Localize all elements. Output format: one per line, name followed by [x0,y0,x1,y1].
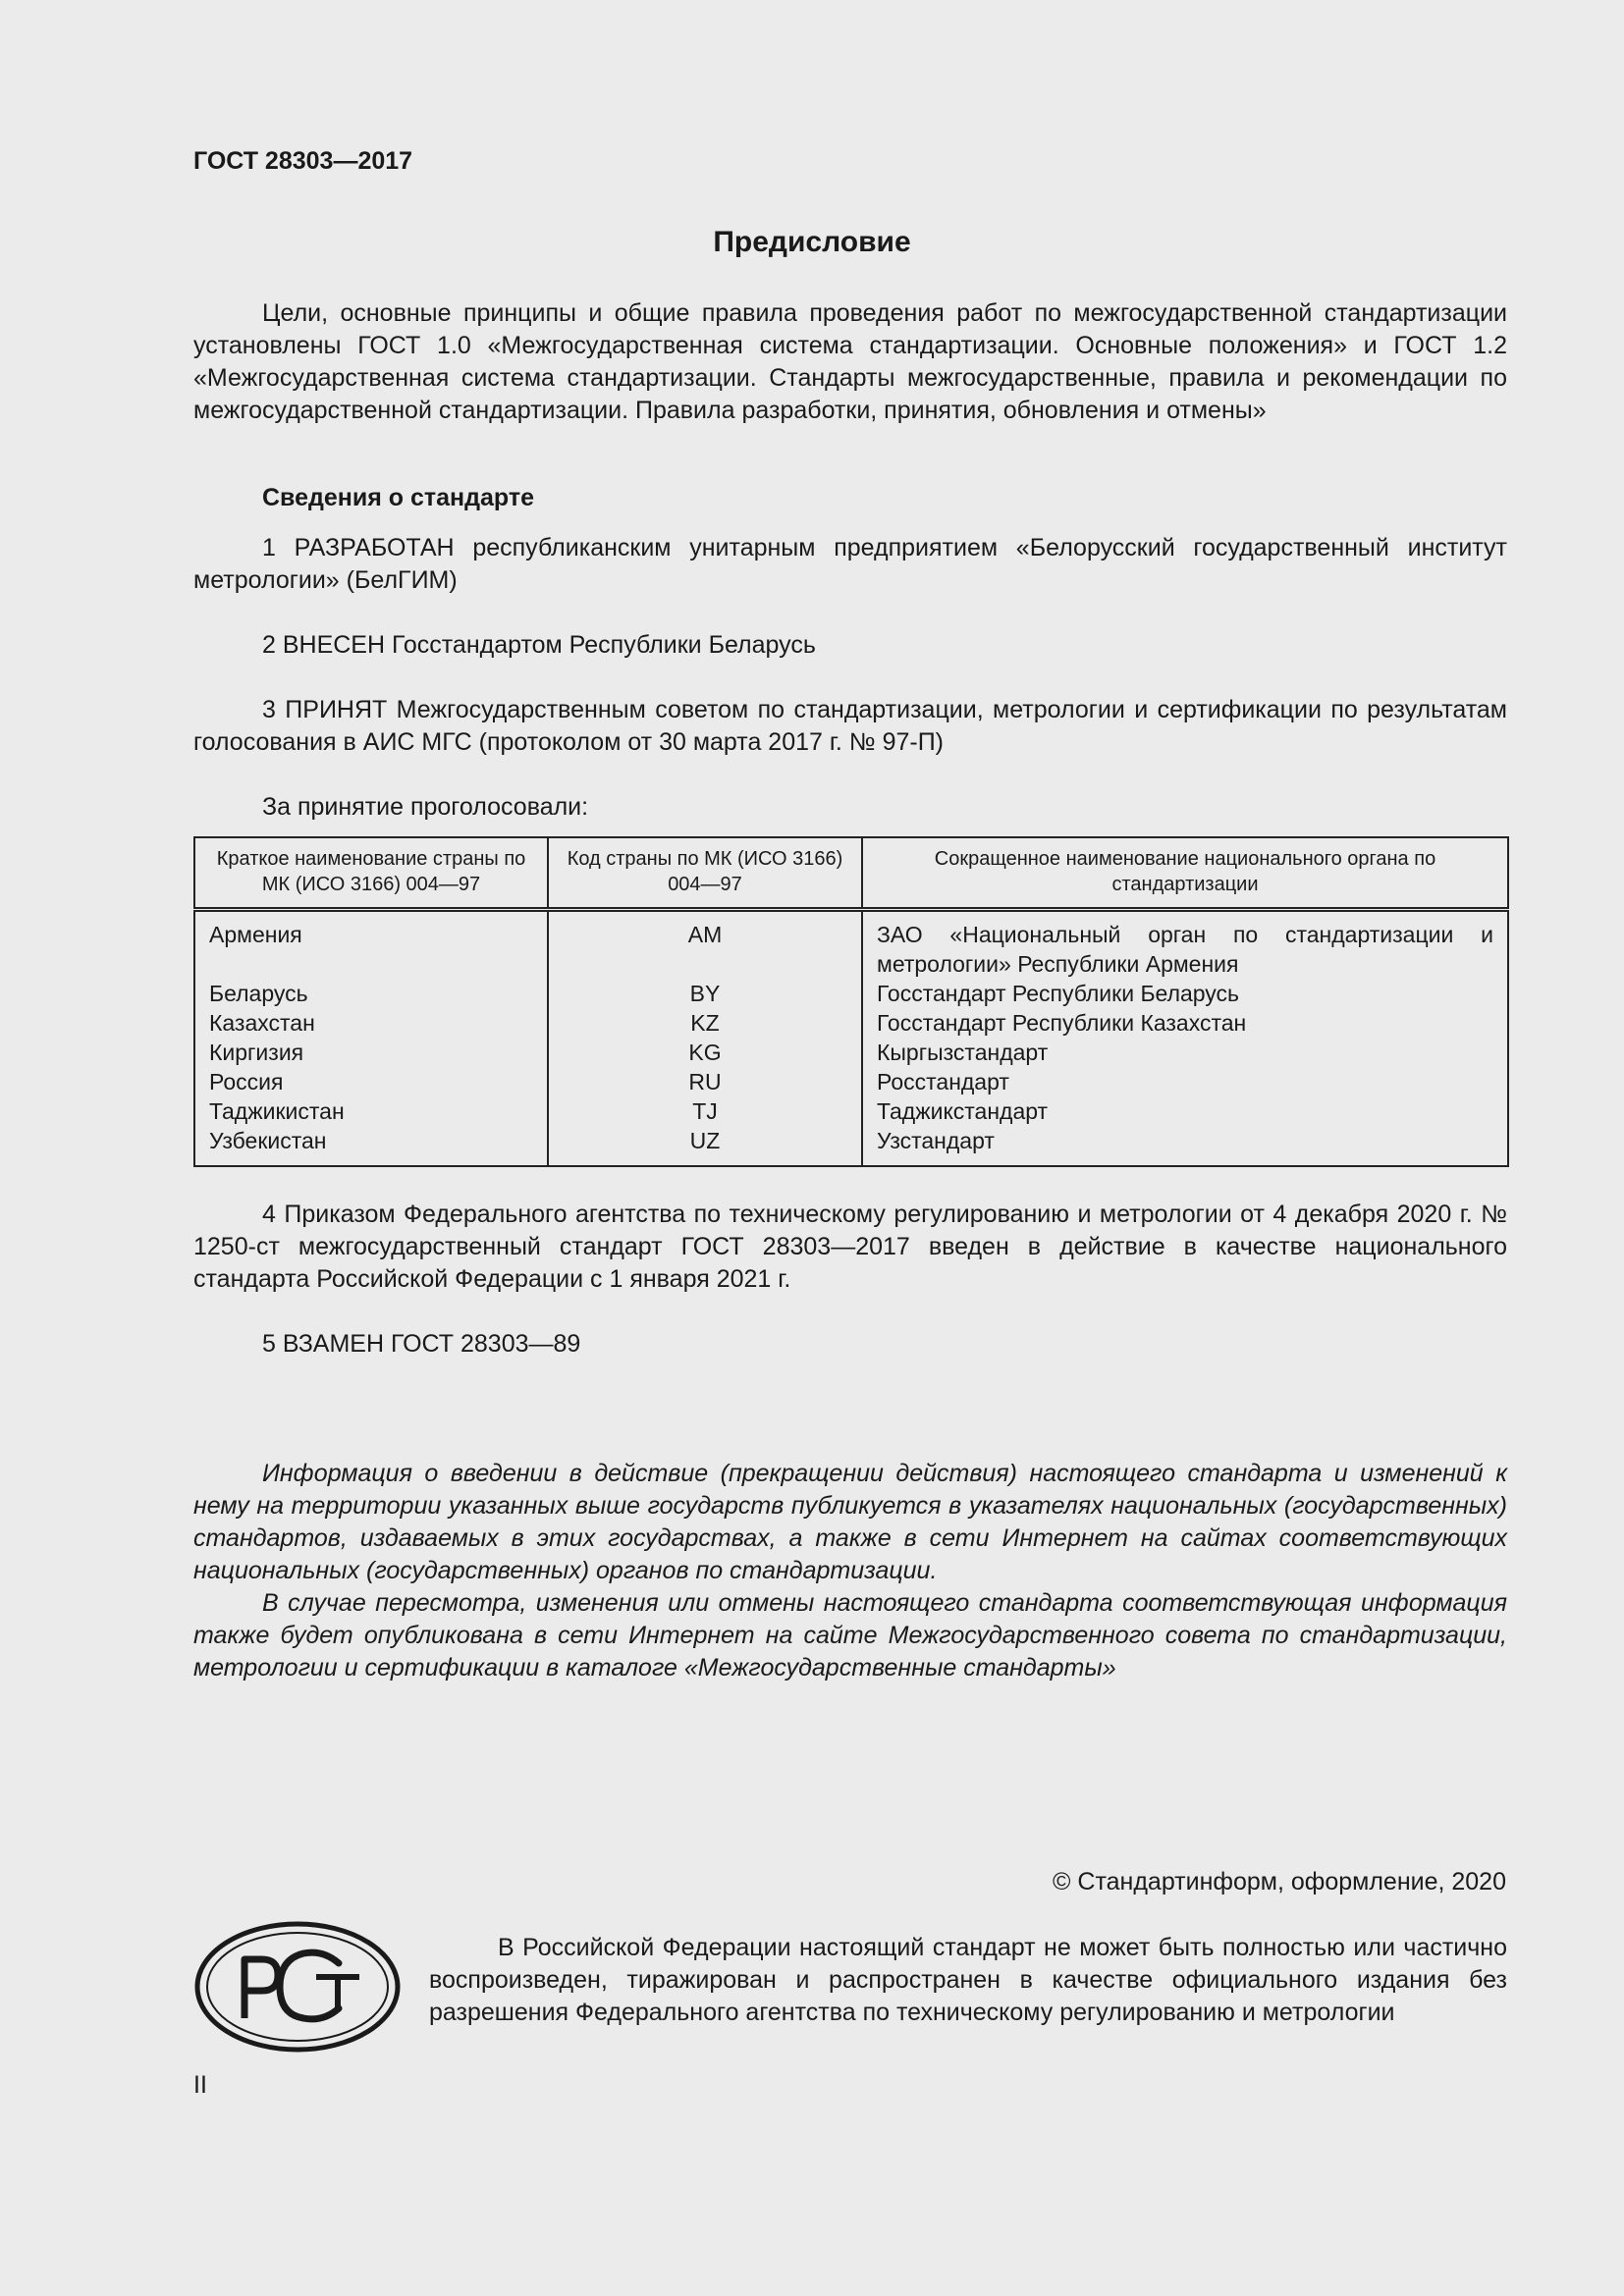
document-id-header: ГОСТ 28303—2017 [193,147,413,175]
info-note-1: Информация о введении в действие (прекращении действия) настоящего стандарта и изменений к нему на территории указанных выше государств публикуется в указателях национальных (государственных) стандартов, издаваемых в этих государствах, а также в сети Интернет на сайтах соответствующих национальных (государственных) органов по стандартизации. [193,1460,1507,1584]
table-header-row [194,837,1508,910]
code-cell: AM [548,910,862,980]
body-cell: ЗАО «Национальный орган по стандартизации и метрологии» Республики Армения [862,910,1508,980]
reproduction-notice: В Российской Федерации настоящий стандарт не может быть полностью или частично воспроизведен, тиражирован и распространен в качестве официального издания без разрешения Федерального агентства по техническому регулированию и метрологии [429,1934,1507,2026]
country-cell: Армения [194,910,548,980]
intro-paragraph: Цели, основные принципы и общие правила проведения работ по межгосударственной стандартизации установлены ГОСТ 1.0 «Межгосударственная система стандартизации. Основные положения» и ГОСТ 1.2 «Межгосударственная система стандартизации. Стандарты межгосударственные, правила и рекомендации по межгосударственной стандартизации. Правила разработки, принятия, обновления и отмены» [193,299,1507,424]
code-cell: KZ [548,1008,862,1038]
country-cell: Беларусь [194,979,548,1008]
body-cell: Госстандарт Республики Беларусь [862,979,1508,1008]
table-row [194,979,1508,1008]
info-note-2: В случае пересмотра, изменения или отмены настоящего стандарта соответствующая информация также будет опубликована в сети Интернет на сайте Межгосударственного совета по стандартизации, метрологии и сертификации в каталоге «Межгосударственные стандарты» [193,1589,1507,1682]
page-number: II [193,2071,207,2099]
table-row [194,910,1508,980]
item-5-replaces: 5 ВЗАМЕН ГОСТ 28303—89 [262,1330,581,1358]
item-3-adopted: 3 ПРИНЯТ Межгосударственным советом по стандартизации, метрологии и сертификации по результатам голосования в АИС МГС (протоколом от 30 марта 2017 г. № 97-П) [193,696,1507,756]
voted-label: За принятие проголосовали: [262,793,589,821]
copyright-notice: © Стандартинформ, оформление, 2020 [1053,1868,1506,1896]
code-cell: KG [548,1038,862,1067]
country-cell: Узбекистан [194,1126,548,1166]
table-row [194,1038,1508,1067]
body-cell: Узстандарт [862,1126,1508,1166]
item-4-order: 4 Приказом Федерального агентства по техническому регулированию и метрологии от 4 декабря 2020 г. № 1250-ст межгосударственный стандарт ГОСТ 28303—2017 введен в действие в качестве национального стандарта Российской Федерации с 1 января 2021 г. [193,1201,1507,1293]
voting-table [193,836,1509,1167]
body-cell: Кыргызстандарт [862,1038,1508,1067]
country-cell: Казахстан [194,1008,548,1038]
table-row [194,1096,1508,1126]
table-row [194,1126,1508,1166]
section-heading: Сведения о стандарте [262,484,535,511]
rst-certification-logo-icon [193,1920,402,2054]
country-cell: Таджикистан [194,1096,548,1126]
column-header-body: Сокращенное наименование национального органа по стандартизации [862,837,1508,910]
code-cell: UZ [548,1126,862,1166]
body-cell: Росстандарт [862,1067,1508,1096]
country-cell: Киргизия [194,1038,548,1067]
body-cell: Таджикстандарт [862,1096,1508,1126]
column-header-code: Код страны по МК (ИСО 3166) 004—97 [548,837,862,910]
page-title: Предисловие [713,226,911,258]
column-header-country: Краткое наименование страны по МК (ИСО 3166) 004—97 [194,837,548,910]
body-cell: Госстандарт Республики Казахстан [862,1008,1508,1038]
code-cell: BY [548,979,862,1008]
table-row [194,1008,1508,1038]
country-cell: Россия [194,1067,548,1096]
item-2-introduced: 2 ВНЕСЕН Госстандартом Республики Беларусь [262,631,816,659]
code-cell: TJ [548,1096,862,1126]
table-row [194,1067,1508,1096]
code-cell: RU [548,1067,862,1096]
item-1-developed: 1 РАЗРАБОТАН республиканским унитарным предприятием «Белорусский государственный институт метрологии» (БелГИМ) [193,534,1507,594]
